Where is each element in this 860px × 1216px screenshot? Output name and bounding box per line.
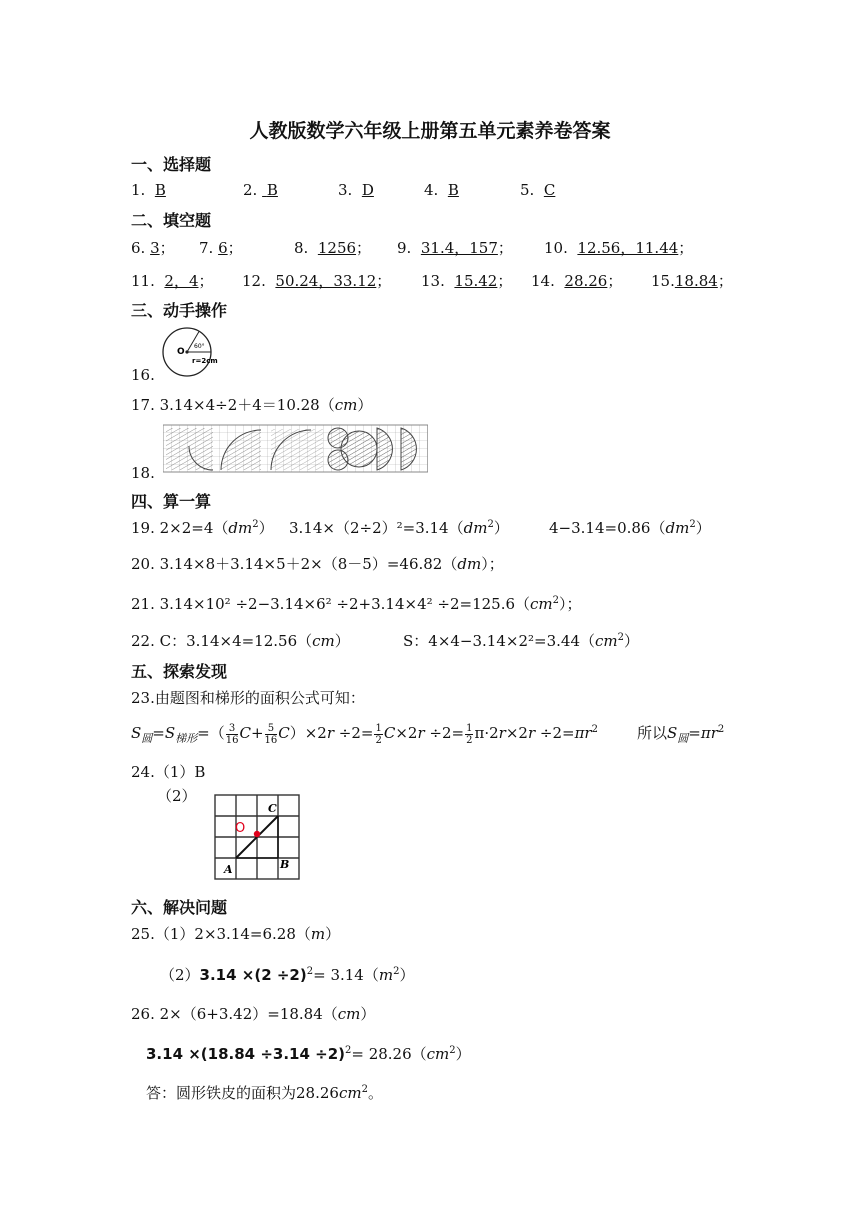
q20: 20. 3.14×8＋3.14×5＋2×（8－5）=46.82（dm）； (131, 555, 504, 573)
q26-part2: $3.14 \times(18.84 \div 3.14 \div 2)^2= 28.26(cm^2)$ (146, 1045, 471, 1063)
q23-conclusion: 所以$S_圆=\pi r^2$ (637, 724, 725, 745)
fill-13: 13. 15.42； (421, 272, 513, 290)
radius-label: r=2cm (192, 357, 218, 365)
section-heading-fill: 二、填空题 (131, 211, 212, 230)
center-label: O (177, 347, 185, 357)
q23-formula: $S_圆=S_{梯形}=$（ $\frac{3}{16}$ C+ $\frac{5}{16}$ C）×2r ÷2= $\frac{1}{2}$ C×2r ÷2= $\frac{1}{2}$ $\pi\cdot 2r\times 2r \div 2=\pi r^2$ 所以$S_圆=\pi r^2$ (131, 722, 725, 746)
grid-figure (213, 793, 303, 881)
circle-figure (158, 327, 218, 379)
section-heading-explore: 五、探索发现 (131, 662, 228, 681)
q21: 21. $3.14\times 10^2 \div 2-3.14\times 6^2 \div 2+3.14\times 4^2 \div 2=125.6(cm^2)$； (131, 595, 582, 613)
q24-part2: （2） (157, 787, 197, 805)
section-heading-hands-on: 三、动手操作 (131, 301, 228, 320)
fill-12: 12. 50.24，33.12； (242, 272, 392, 290)
choice-3: 3. D (338, 181, 374, 199)
fill-15: 15.18.84； (651, 272, 733, 290)
shaded-grid-figures (163, 424, 428, 474)
section-heading-calc: 四、算一算 (131, 492, 212, 511)
label-o: O (235, 821, 246, 836)
page-title: 人教版数学六年级上册第五单元素养卷答案 (249, 120, 611, 142)
q16-number: 16. (131, 366, 155, 384)
choice-4: 4. B (424, 181, 459, 199)
choice-1: 1. B (131, 181, 166, 199)
point-o (254, 831, 260, 837)
label-c: C (268, 802, 277, 815)
q25-part2: $(2)3.14 \times(2 \div 2)^2= 3.14(m^2)$ (160, 966, 415, 984)
angle-label: 60° (194, 343, 205, 350)
q26-part1: 26. 2×（6+3.42）=18.84（cm） (131, 1005, 376, 1023)
label-a: A (224, 863, 233, 876)
choice-2: 2. B (243, 181, 278, 199)
fill-14: 14. 28.26； (531, 272, 623, 290)
section-heading-solve: 六、解决问题 (131, 898, 228, 917)
fill-11: 11. 2，4； (131, 272, 214, 290)
q17: 17. 3.14×4÷2＋4＝10.28（cm） (131, 396, 373, 414)
choice-5: 5. C (520, 181, 556, 199)
fill-9: 9. 31.4，157； (397, 239, 513, 257)
fig-c (271, 429, 323, 470)
q25-part1: 25.（1）2×3.14=6.28（m） (131, 925, 341, 943)
q22: 22. C：3.14×4=12.56（cm） S：$4\times 4-3.14\times 2^2=3.44(cm^2)$ (131, 632, 640, 650)
fill-8: 8. 1256； (294, 239, 372, 257)
label-b: B (280, 858, 290, 871)
fill-10: 10. 12.56，11.44； (544, 239, 694, 257)
fill-7: 7. 6； (199, 239, 243, 257)
q19: 19. $2\times 2=4(dm^2)$ $3.14\times(2\div 2)^2=3.14(dm^2)$ $4-3.14=0.86(dm^2)$ (131, 519, 711, 537)
fig-a (166, 428, 213, 470)
q26-answer: 答：圆形铁皮的面积为$28.26cm^2$。 (146, 1084, 383, 1102)
q22-b: S：$4\times 4-3.14\times 2^2=3.44(cm^2)$ (403, 632, 640, 650)
q23-intro: 23.由题图和梯形的面积公式可知： (131, 689, 365, 707)
q18-number: 18. (131, 464, 155, 482)
q19-c: $4-3.14=0.86(dm^2)$ (549, 519, 711, 537)
fill-6: 6. 3； (131, 239, 175, 257)
q19-b: $3.14\times(2\div 2)^2=3.14(dm^2)$ (289, 519, 509, 537)
q24-part1: 24.（1）B (131, 763, 206, 781)
section-heading-choice: 一、选择题 (131, 155, 212, 174)
